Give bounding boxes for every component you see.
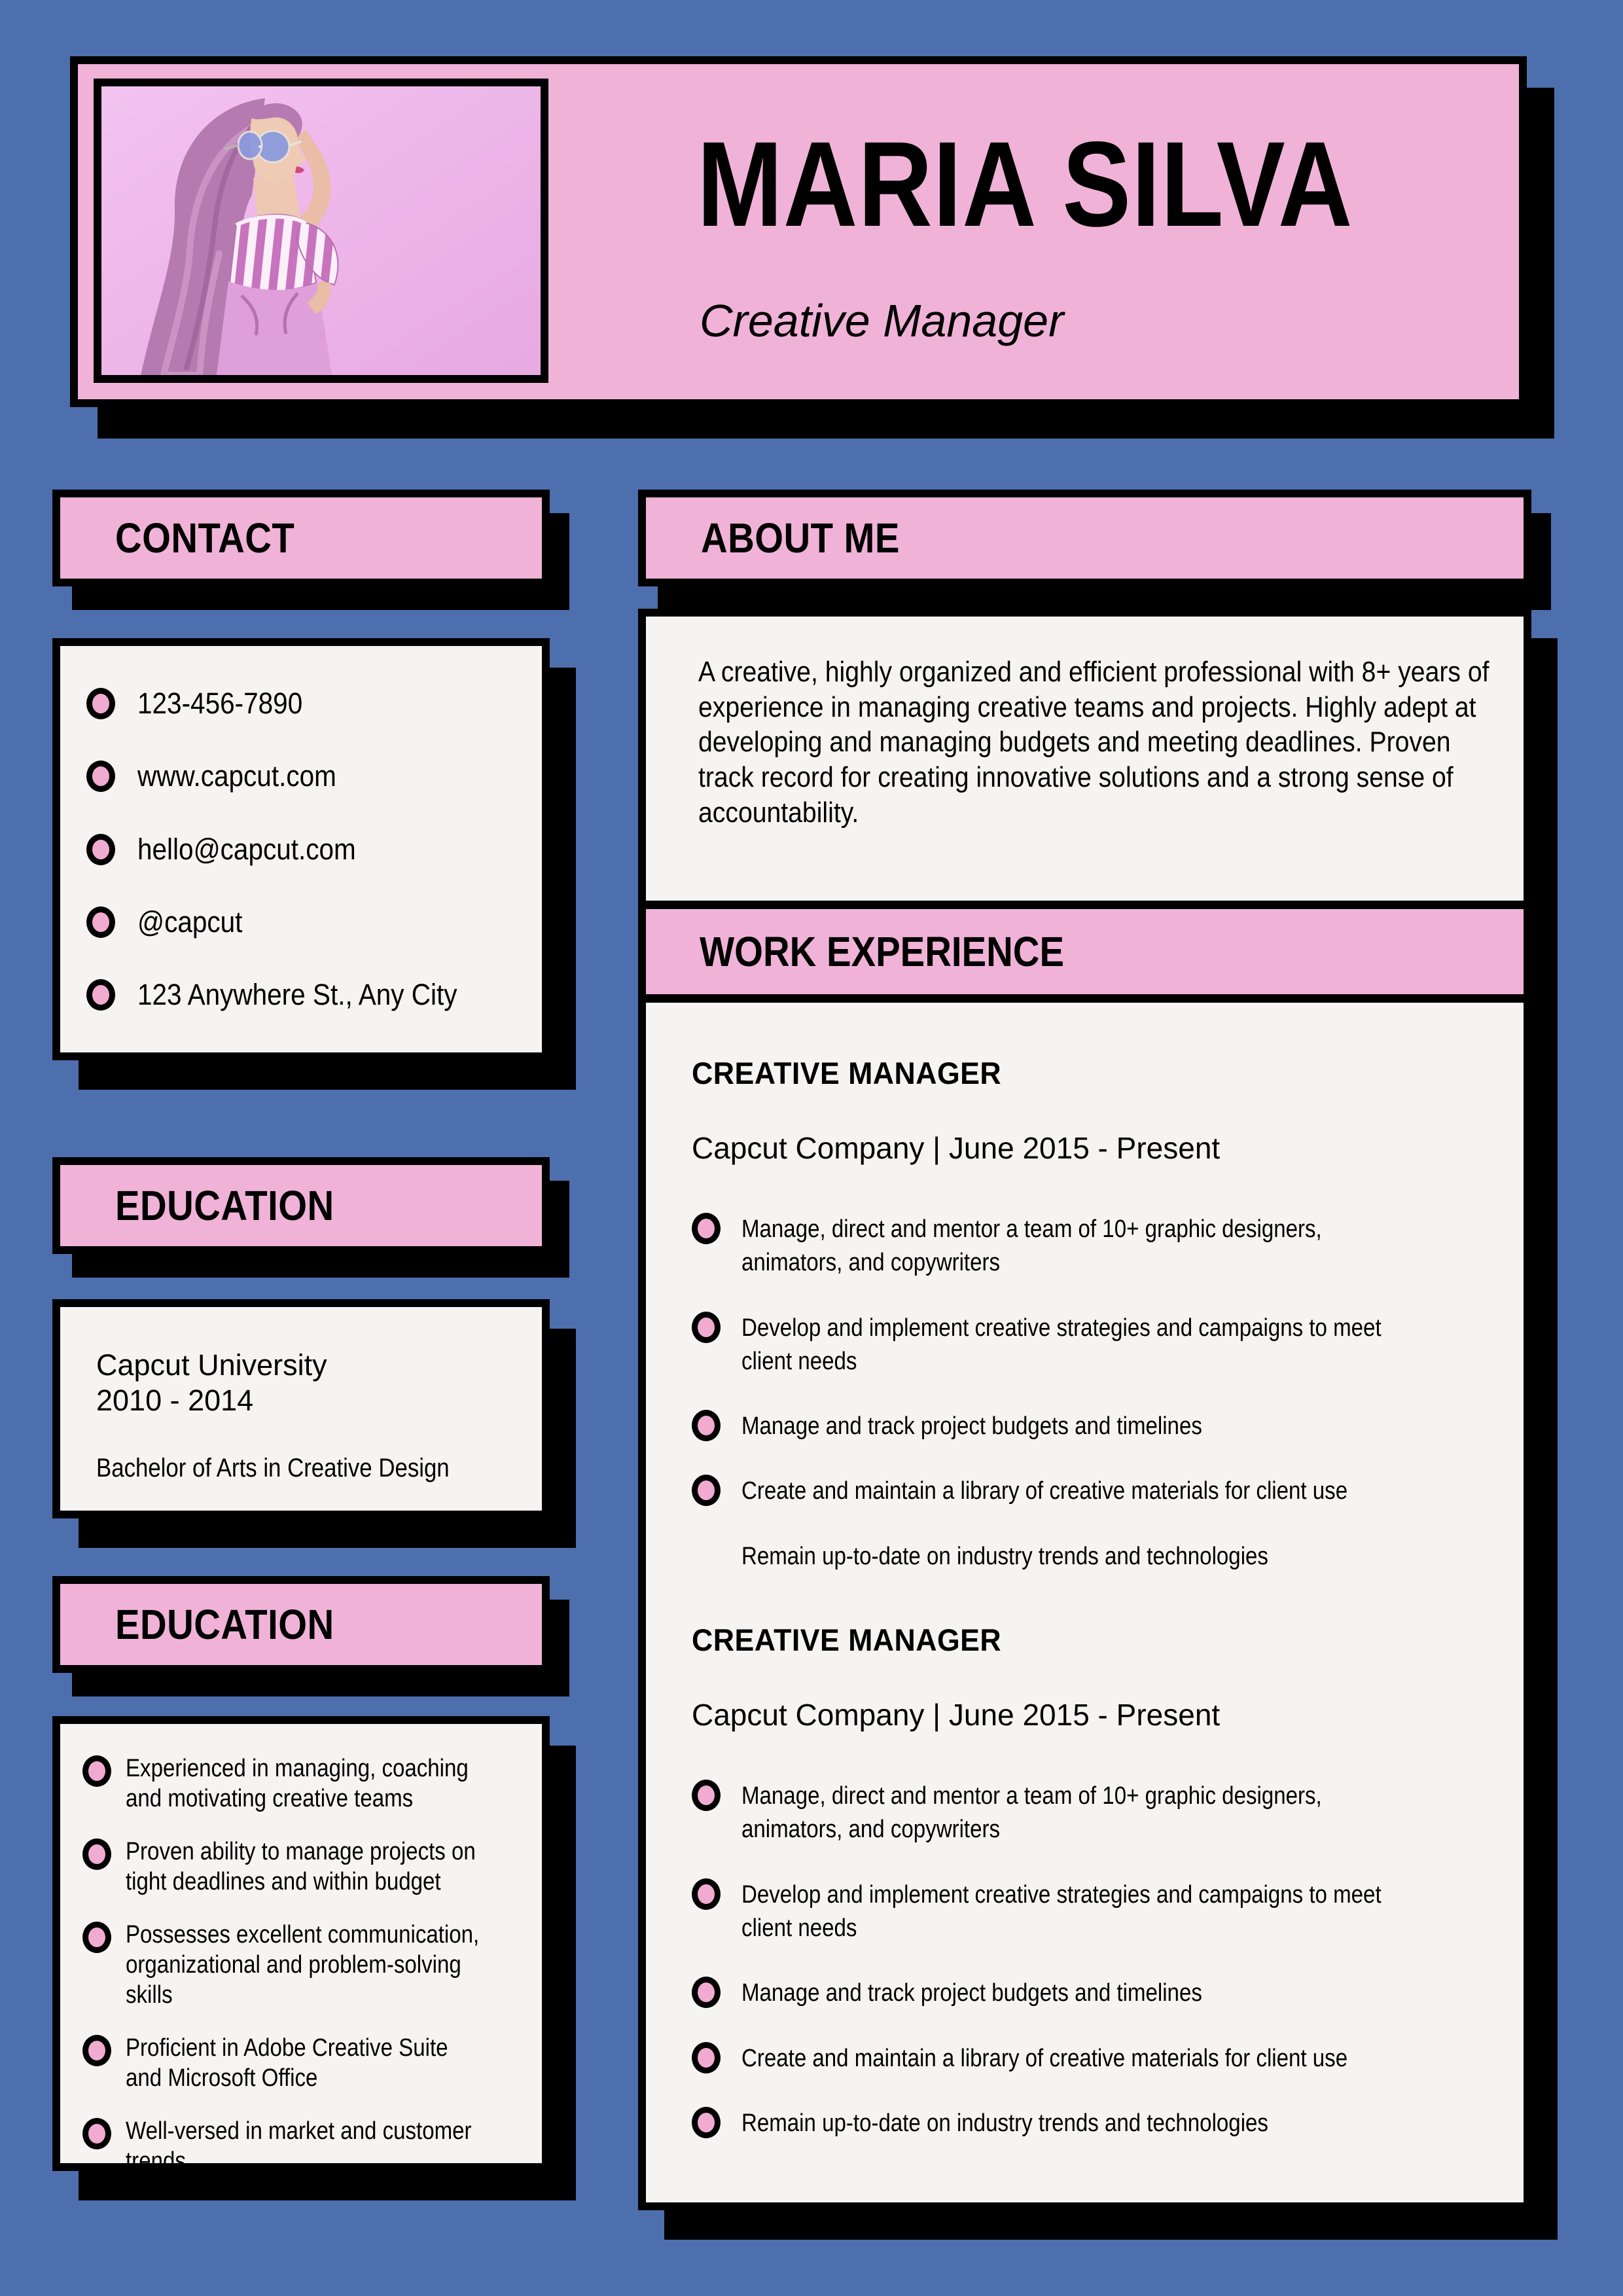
bullet-icon	[82, 2035, 111, 2066]
contact-section-header	[52, 490, 550, 586]
job-bullet-text: Develop and implement creative strategies and campaigns to meet client needs	[741, 1314, 1382, 1375]
job-note-text: Remain up-to-date on industry trends and technologies	[741, 1542, 1268, 1570]
bullet-icon	[692, 1312, 721, 1343]
job-role: CREATIVE MANAGER	[692, 1623, 1002, 1658]
job-role: CREATIVE MANAGER	[692, 1056, 1002, 1090]
job-bullet-text: Manage and track project budgets and timelines	[741, 1979, 1202, 2007]
about-section-title: ABOUT ME	[701, 514, 900, 562]
bullet-icon	[82, 1839, 111, 1870]
profile-photo	[94, 79, 548, 383]
job-bullet	[692, 2042, 1504, 2075]
skill-item	[82, 2034, 535, 2093]
contact-item-phone	[86, 687, 530, 721]
skill-item	[82, 1837, 535, 1897]
job-bullet	[692, 1475, 1504, 1508]
work-experience-body	[646, 1003, 1524, 2160]
contact-item-website	[86, 759, 530, 793]
about-section-header	[638, 490, 1531, 586]
skills-section-header	[52, 1576, 550, 1673]
skill-item	[82, 1754, 535, 1814]
job-bullet-list	[692, 1780, 1504, 2140]
about-text-block	[646, 617, 1524, 901]
job-bullet	[692, 1410, 1504, 1443]
contact-item-social	[86, 905, 530, 939]
bullet-icon	[692, 1475, 721, 1506]
education-section-header	[52, 1157, 550, 1254]
job-bullet	[692, 1780, 1504, 1847]
street-address: 123 Anywhere St., Any City	[137, 978, 457, 1011]
bullet-icon	[692, 1410, 721, 1441]
bullet-icon	[82, 1755, 111, 1787]
bullet-icon	[82, 1922, 111, 1953]
job-entry	[692, 1622, 1504, 2140]
bullet-icon	[692, 1878, 721, 1910]
about-and-work-panel	[638, 609, 1531, 2210]
work-experience-section-header	[646, 901, 1524, 1003]
contact-panel	[52, 638, 550, 1060]
contact-item-address	[86, 978, 530, 1012]
bullet-icon	[692, 2042, 721, 2073]
job-entry	[692, 1055, 1504, 1573]
bullet-icon	[692, 2107, 721, 2138]
person-role: Creative Manager	[700, 295, 1064, 346]
skill-text: Experienced in managing, coaching and motivating creative teams	[126, 1755, 469, 1812]
bullet-icon	[86, 906, 115, 938]
work-experience-section-title: WORK EXPERIENCE	[700, 928, 1065, 975]
bullet-icon	[82, 2118, 111, 2149]
skill-text: Proven ability to manage projects on tight deadlines and within budget	[126, 1838, 476, 1895]
bullet-icon	[692, 1213, 721, 1244]
education-years: 2010 - 2014	[96, 1384, 254, 1417]
job-bullet	[692, 1977, 1504, 2010]
website-url: www.capcut.com	[137, 759, 336, 793]
job-bullet	[692, 1878, 1504, 1946]
job-company-dates: Capcut Company | June 2015 - Present	[692, 1131, 1221, 1165]
education-degree: Bachelor of Arts in Creative Design	[96, 1454, 450, 1482]
job-bullet-text: Create and maintain a library of creative materials for client use	[741, 2044, 1348, 2072]
skill-item	[82, 2117, 535, 2176]
bullet-icon	[86, 979, 115, 1011]
bullet-icon	[86, 761, 115, 792]
job-bullet	[692, 2107, 1504, 2140]
job-bullet	[692, 1213, 1504, 1280]
bullet-icon	[86, 688, 115, 719]
contact-item-email	[86, 833, 530, 867]
education-school: Capcut University	[96, 1348, 327, 1382]
job-bullet-text: Manage, direct and mentor a team of 10+ graphic designers, animators, and copywriters	[741, 1215, 1322, 1277]
skill-text: Well-versed in market and customer trends	[126, 2117, 472, 2175]
person-name: MARIA SILVA	[697, 117, 1353, 252]
about-text: A creative, highly organized and efficient professional with 8+ years of experience in managing creative teams and projects. Highly adept at developing and managing budgets and meeting deadlines. Proven track record for creating innovative solutions and a strong sense of accountability.	[698, 656, 1489, 829]
job-bullet-text: Manage, direct and mentor a team of 10+ graphic designers, animators, and copywriters	[741, 1782, 1322, 1844]
email-address: hello@capcut.com	[137, 832, 356, 866]
profile-photo-illustration	[101, 86, 541, 375]
education-section-title: EDUCATION	[115, 1182, 334, 1229]
bullet-icon	[692, 1977, 721, 2008]
skills-panel	[52, 1716, 550, 2175]
skill-item	[82, 1920, 535, 2010]
job-bullet	[692, 1312, 1504, 1379]
bullet-icon	[692, 1780, 721, 1811]
education-panel	[52, 1299, 550, 1518]
job-company-dates: Capcut Company | June 2015 - Present	[692, 1698, 1221, 1732]
job-bullet-list	[692, 1213, 1504, 1509]
job-bullet-text: Manage and track project budgets and timelines	[741, 1412, 1202, 1441]
phone-number: 123-456-7890	[137, 687, 303, 720]
header-banner	[70, 56, 1527, 407]
bullet-icon	[86, 834, 115, 865]
job-bullet-text: Create and maintain a library of creative materials for client use	[741, 1477, 1348, 1505]
skill-text: Proficient in Adobe Creative Suite and Microsoft Office	[126, 2034, 448, 2092]
contact-section-title: CONTACT	[115, 514, 295, 562]
job-bullet-text: Develop and implement creative strategies and campaigns to meet client needs	[741, 1880, 1382, 1942]
skills-section-title: EDUCATION	[115, 1601, 334, 1648]
job-bullet-text: Remain up-to-date on industry trends and technologies	[741, 2109, 1268, 2137]
skill-text: Possesses excellent communication, organizational and problem-solving skills	[126, 1921, 480, 2009]
social-handle: @capcut	[137, 905, 243, 939]
